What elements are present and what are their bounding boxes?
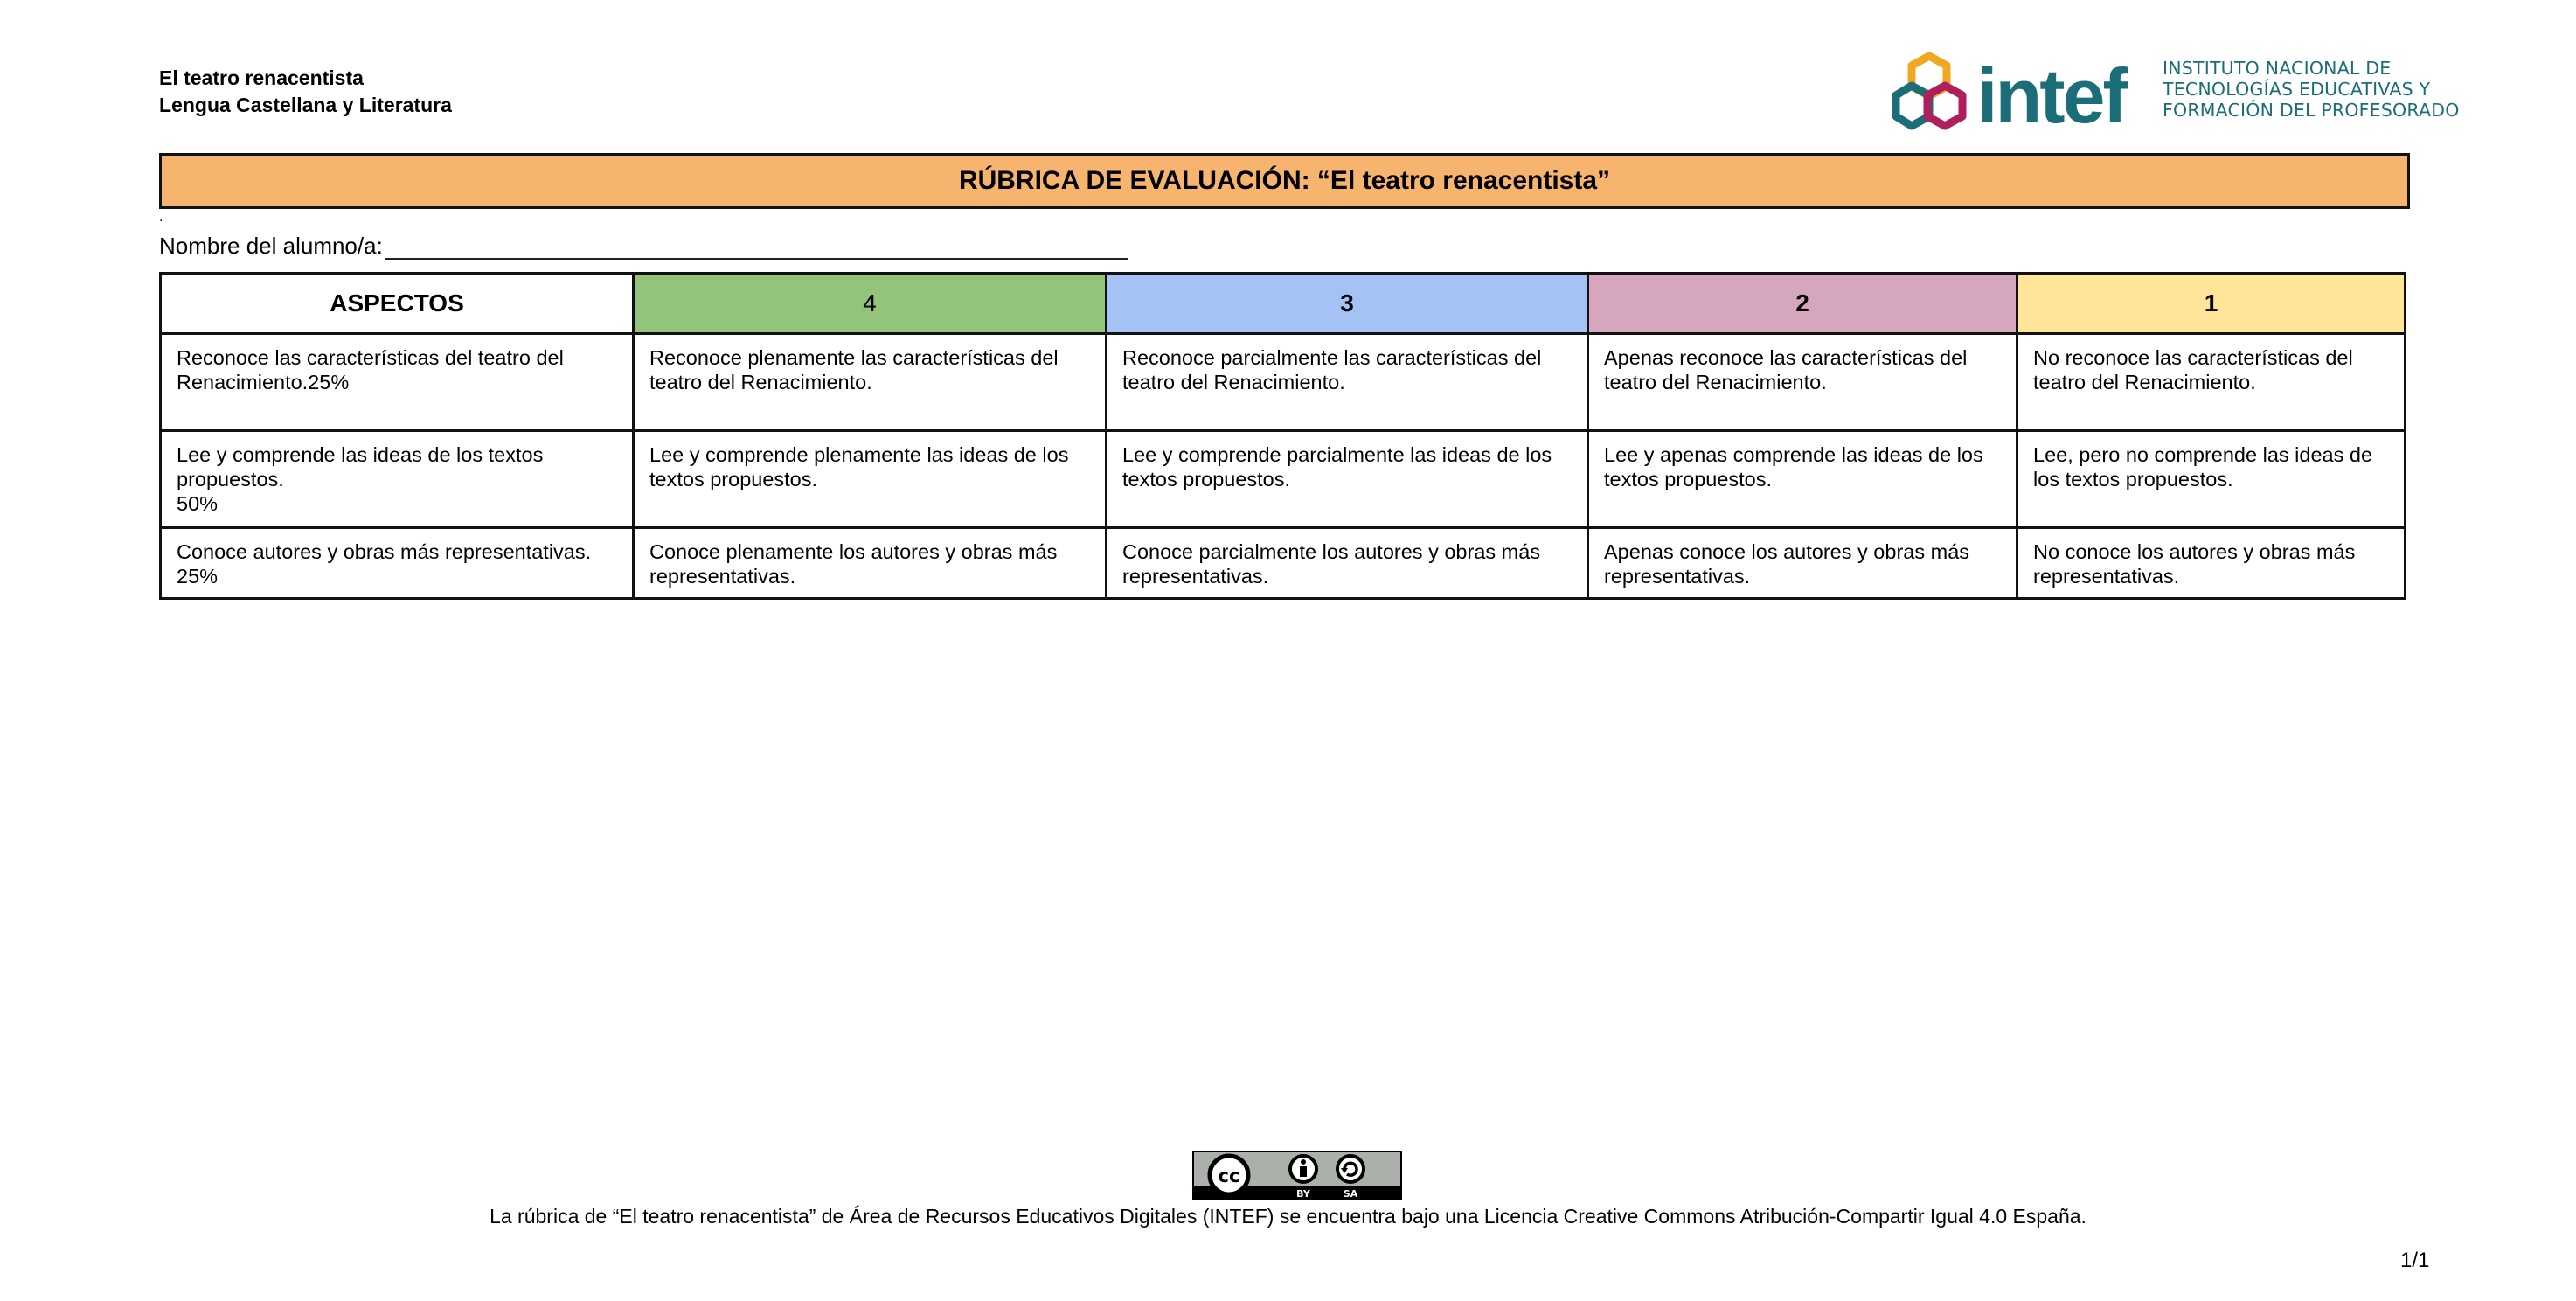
table-row — [161, 334, 2406, 431]
level-4-cell: Reconoce plenamente las características del teatro del Renacimiento. — [634, 334, 1107, 431]
document-header — [159, 65, 452, 119]
level-3-cell: Conoce parcialmente los autores y obras más representativas. — [1107, 528, 1588, 599]
level-4-cell: Lee y comprende plenamente las ideas de los textos propuestos. — [634, 431, 1107, 528]
level-1-cell: No reconoce las características del teatro del Renacimiento. — [2017, 334, 2406, 431]
header-level-4: 4 — [634, 274, 1107, 334]
document-title: El teatro renacentista — [159, 66, 364, 89]
stray-dot: . — [159, 210, 163, 225]
student-name-field — [159, 233, 1128, 260]
student-name-blank — [385, 237, 1128, 260]
rubric-table — [159, 272, 2406, 600]
aspect-cell: Reconoce las características del teatro del Renacimiento.25% — [161, 334, 634, 431]
share-alike-icon — [1337, 1156, 1364, 1182]
aspect-cell: Conoce autores y obras más representativas. 25% — [161, 528, 634, 599]
table-row — [161, 431, 2406, 528]
level-1-cell: No conoce los autores y obras más representativas. — [2017, 528, 2406, 599]
svg-text:cc: cc — [1218, 1165, 1240, 1186]
intef-line-1: INSTITUTO NACIONAL DE — [2163, 58, 2392, 79]
intef-institution-name — [2163, 58, 2460, 121]
intef-wordmark: intef — [1976, 52, 2126, 139]
badge-sa-label: SA — [1343, 1188, 1358, 1200]
table-row — [161, 528, 2406, 599]
level-2-cell: Lee y apenas comprende las ideas de los textos propuestos. — [1588, 431, 2017, 528]
header-aspectos: ASPECTOS — [161, 274, 634, 334]
page-number: 1/1 — [2400, 1249, 2430, 1272]
header-level-1: 1 — [2017, 274, 2406, 334]
cc-by-sa-badge — [1192, 1151, 1402, 1200]
level-1-cell: Lee, pero no comprende las ideas de los textos propuestos. — [2017, 431, 2406, 528]
license-text: La rúbrica de “El teatro renacentista” de Área de Recursos Educativos Digitales (INTEF) se encuentra bajo una Licencia Creative Commons Atribución-Compartir Igual 4.0 España. — [490, 1205, 2086, 1228]
level-4-cell: Conoce plenamente los autores y obras más representativas. — [634, 528, 1107, 599]
intef-line-2: TECNOLOGÍAS EDUCATIVAS Y — [2163, 79, 2431, 100]
rubric-header-row — [161, 274, 2406, 334]
header-level-2: 2 — [1588, 274, 2017, 334]
intef-emblem-icon — [1896, 56, 1962, 126]
level-2-cell: Apenas conoce los autores y obras más representativas. — [1588, 528, 2017, 599]
intef-line-3: FORMACIÓN DEL PROFESORADO — [2163, 100, 2460, 121]
level-3-cell: Reconoce parcialmente las características del teatro del Renacimiento. — [1107, 334, 1588, 431]
document-subject: Lengua Castellana y Literatura — [159, 94, 452, 116]
header-level-3: 3 — [1107, 274, 1588, 334]
attribution-icon — [1290, 1156, 1316, 1182]
student-name-label: Nombre del alumno/a: — [159, 233, 383, 259]
cc-icon — [1210, 1156, 1248, 1194]
rubric-title: RÚBRICA DE EVALUACIÓN: “El teatro renacentista” — [159, 153, 2410, 209]
badge-by-label: BY — [1296, 1188, 1310, 1200]
aspect-cell: Lee y comprende las ideas de los textos propuestos. 50% — [161, 431, 634, 528]
level-3-cell: Lee y comprende parcialmente las ideas de los textos propuestos. — [1107, 431, 1588, 528]
level-2-cell: Apenas reconoce las características del teatro del Renacimiento. — [1588, 334, 2017, 431]
